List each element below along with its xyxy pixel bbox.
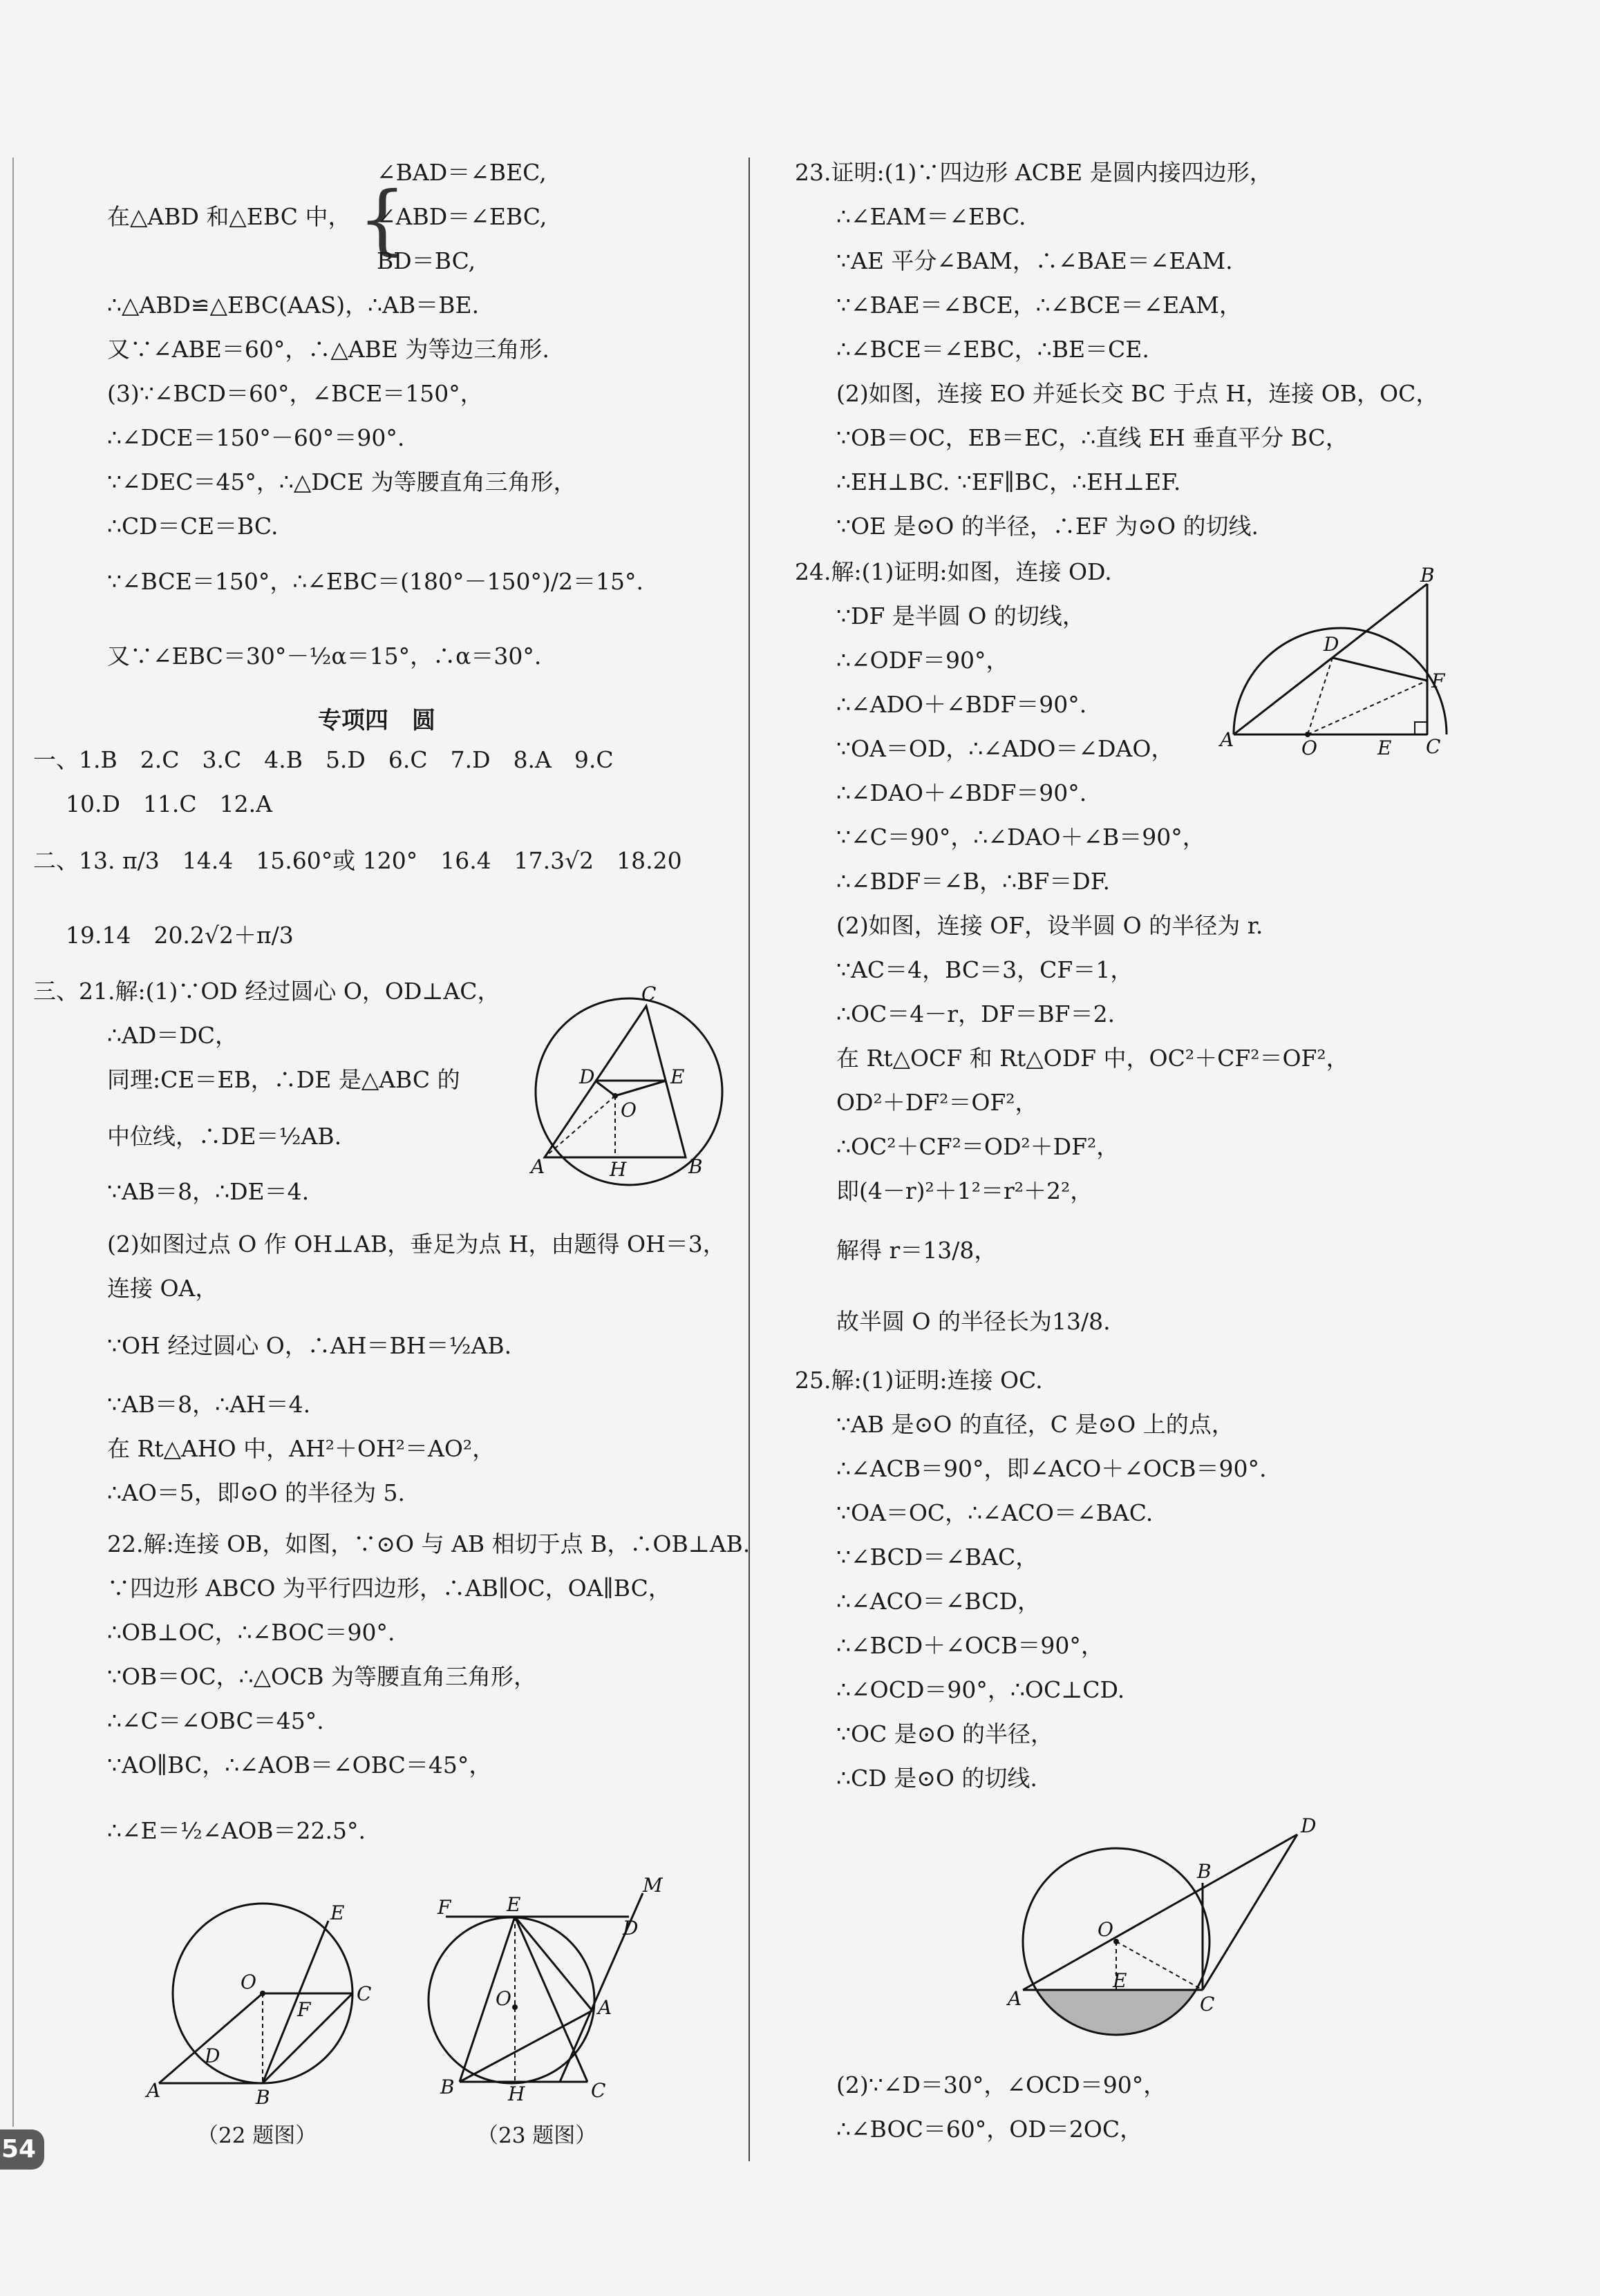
figure-q24: [1220, 564, 1448, 760]
text-line: ∵OH 经过圆心 O，∴AH＝BH＝½AB.: [107, 1332, 512, 1359]
svg-text:O: O: [1098, 1918, 1113, 1941]
svg-text:E: E: [1377, 737, 1392, 759]
svg-text:E: E: [1113, 1969, 1127, 1992]
text-line: ∴∠DCE＝150°－60°＝90°.: [107, 424, 405, 451]
text-line: ∴AO＝5，即⊙O 的半径为 5.: [107, 1479, 406, 1506]
text-line: 23.证明:(1)∵四边形 ACBE 是圆内接四边形，: [795, 159, 1272, 186]
svg-text:F: F: [437, 1896, 451, 1919]
text-line: ∴∠BOC＝60°，OD＝2OC，: [836, 2116, 1143, 2143]
text-line: 在 Rt△AHO 中，AH²＋OH²＝AO²，: [107, 1435, 496, 1462]
text-line: ∵AE 平分∠BAM，∴∠BAE＝∠EAM.: [836, 247, 1233, 274]
svg-text:C: C: [1426, 735, 1441, 758]
text-line: 即(4－r)²＋1²＝r²＋2²，: [836, 1177, 1093, 1204]
svg-text:F: F: [297, 1998, 311, 2021]
text-line: ∵OC 是⊙O 的半径，: [836, 1720, 1053, 1747]
text-line: 故半圆 O 的半径长为13/8.: [836, 1308, 1111, 1335]
text-line: 解得 r＝13/8，: [836, 1237, 997, 1264]
text-line: ∵OB＝OC，EB＝EC，∴直线 EH 垂直平分 BC，: [836, 424, 1348, 451]
svg-text:O: O: [621, 1099, 637, 1121]
svg-text:D: D: [1324, 633, 1339, 656]
text-line: ∴∠BDF＝∠B，∴BF＝DF.: [836, 868, 1110, 895]
text-line: ∠ABD＝∠EBC,: [377, 203, 547, 230]
text-line: ∴CD 是⊙O 的切线.: [836, 1765, 1037, 1792]
figure-q21: [525, 983, 753, 1195]
page-number: 54: [0, 2129, 44, 2170]
text-line: (2)如图过点 O 作 OH⊥AB，垂足为点 H，由题得 OH＝3，: [107, 1231, 726, 1258]
text-line: ∴OC＝4－r，DF＝BF＝2.: [836, 1000, 1116, 1027]
svg-text:E: E: [670, 1065, 685, 1088]
text-line: ∴∠BCE＝∠EBC，∴BE＝CE.: [836, 336, 1149, 363]
text-line: ∴∠BCD＋∠OCB＝90°，: [836, 1632, 1104, 1659]
text-line: ∴△ABD≌△EBC(AAS)，∴AB＝BE.: [107, 292, 480, 319]
text-line: ∴∠ADO＋∠BDF＝90°.: [836, 691, 1087, 718]
text-line: ∴OC²＋CF²＝OD²＋DF²，: [836, 1133, 1120, 1160]
text-line: OD²＋DF²＝OF²，: [836, 1089, 1038, 1116]
svg-text:C: C: [591, 2079, 606, 2102]
svg-text:F: F: [1431, 670, 1445, 692]
answer-line: 一、1.B 2.C 3.C 4.B 5.D 6.C 7.D 8.A 9.C: [33, 746, 614, 773]
svg-text:M: M: [643, 1874, 663, 1897]
text-line: (3)∵∠BCD＝60°，∠BCE＝150°，: [107, 380, 483, 407]
text-line: ∴∠ACO＝∠BCD，: [836, 1588, 1041, 1615]
text-line: ∴∠EAM＝∠EBC.: [836, 203, 1026, 230]
text-line: (2)∵∠D＝30°，∠OCD＝90°，: [836, 2071, 1167, 2098]
text-line: ∴∠ODF＝90°，: [836, 647, 1009, 674]
left-margin-line: [12, 158, 14, 2127]
text-line: ∴∠E＝½∠AOB＝22.5°.: [107, 1817, 366, 1844]
svg-text:C: C: [1200, 1993, 1215, 2015]
text-line: ∵∠C＝90°，∴∠DAO＋∠B＝90°，: [836, 824, 1205, 851]
text-line: ∵AB＝8，∴AH＝4.: [107, 1391, 311, 1418]
svg-text:O: O: [1301, 737, 1317, 759]
text-line: 又∵∠ABE＝60°，∴△ABE 为等边三角形.: [107, 336, 549, 363]
svg-text:A: A: [1008, 1987, 1022, 2010]
text-line: ∵∠BCD＝∠BAC，: [836, 1544, 1039, 1571]
text-line: ∴OB⊥OC，∴∠BOC＝90°.: [107, 1619, 395, 1646]
text-line: 三、21.解:(1)∵OD 经过圆心 O，OD⊥AC，: [33, 978, 500, 1005]
figure-q23: [432, 1874, 681, 2107]
text-line: (2)如图，连接 OF，设半圆 O 的半径为 r.: [836, 912, 1263, 939]
answer-line: 二、13. π/3 14.4 15.60°或 120° 16.4 17.3√2 18.20: [33, 847, 682, 874]
text-line: ∵四边形 ABCO 为平行四边形，∴AB∥OC，OA∥BC，: [107, 1575, 671, 1602]
svg-text:B: B: [1197, 1860, 1212, 1883]
text-line: 同理:CE＝EB，∴DE 是△ABC 的: [107, 1066, 460, 1093]
text-line: 中位线，∴DE＝½AB.: [107, 1123, 342, 1150]
text-line: ∵AO∥BC，∴∠AOB＝∠OBC＝45°，: [107, 1752, 492, 1778]
svg-text:E: E: [507, 1893, 521, 1916]
text-line: ∵OA＝OC，∴∠ACO＝∠BAC.: [836, 1499, 1154, 1526]
text-line: ∵AB＝8，∴DE＝4.: [107, 1178, 310, 1205]
text-line: 22.解:连接 OB，如图，∵⊙O 与 AB 相切于点 B，∴OB⊥AB.: [107, 1530, 751, 1557]
text-line: ∵AC＝4，BC＝3，CF＝1，: [836, 956, 1133, 983]
svg-text:A: A: [531, 1155, 545, 1178]
text-line: ∵OE 是⊙O 的半径，∴EF 为⊙O 的切线.: [836, 513, 1259, 540]
svg-text:C: C: [641, 983, 657, 1005]
section-title: 专项四 圆: [318, 707, 435, 734]
svg-text:D: D: [623, 1917, 639, 1939]
svg-text:O: O: [496, 1987, 511, 2010]
svg-text:D: D: [205, 2044, 220, 2067]
text-line: ∵DF 是半圆 O 的切线，: [836, 603, 1085, 629]
svg-text:O: O: [241, 1971, 256, 1993]
text-line: 又∵∠EBC＝30°－½α＝15°，∴α＝30°.: [107, 643, 542, 670]
text-line: ∵∠BAE＝∠BCE，∴∠BCE＝∠EAM，: [836, 292, 1242, 319]
text-line: ∴EH⊥BC. ∵EF∥BC，∴EH⊥EF.: [836, 468, 1181, 495]
text-line: ∵OB＝OC，∴△OCB 为等腰直角三角形，: [107, 1663, 537, 1690]
text-line: ∵OA＝OD，∴∠ADO＝∠DAO，: [836, 735, 1174, 762]
text-line: ∴∠OCD＝90°，∴OC⊥CD.: [836, 1676, 1125, 1703]
svg-text:A: A: [1220, 728, 1234, 751]
svg-text:E: E: [330, 1901, 345, 1924]
text-line: ∴AD＝DC，: [107, 1022, 238, 1049]
text-line: ∵∠BCE＝150°，∴∠EBC＝(180°－150°)/2＝15°.: [107, 568, 643, 595]
figure-q25: [995, 1814, 1317, 2052]
svg-text:B: B: [688, 1155, 703, 1178]
text-line: ∵∠DEC＝45°，∴△DCE 为等腰直角三角形，: [107, 468, 576, 495]
svg-text:D: D: [579, 1065, 595, 1088]
text-line: 25.解:(1)证明:连接 OC.: [795, 1367, 1043, 1394]
text-line: ∴∠ACB＝90°，即∠ACO＋∠OCB＝90°.: [836, 1455, 1267, 1482]
text-line: 连接 OA，: [107, 1275, 218, 1302]
text-line: BD＝BC,: [377, 247, 476, 274]
svg-text:B: B: [1420, 564, 1435, 587]
svg-text:H: H: [610, 1158, 627, 1181]
text-line: ∴CD＝CE＝BC.: [107, 513, 279, 540]
svg-text:B: B: [256, 2086, 270, 2109]
text-line: ∠BAD＝∠BEC,: [377, 159, 547, 186]
text-line: 24.解:(1)证明:如图，连接 OD.: [795, 558, 1112, 585]
figure-caption: （22 题图）: [197, 2123, 317, 2148]
answer-line: 19.14 20.2√2＋π/3: [66, 922, 294, 949]
svg-text:B: B: [440, 2076, 455, 2098]
text-line: (2)如图，连接 EO 并延长交 BC 于点 H，连接 OB，OC，: [836, 380, 1439, 407]
svg-text:C: C: [357, 1982, 372, 2005]
answer-line: 10.D 11.C 12.A: [66, 790, 272, 817]
brace: {: [358, 175, 406, 263]
text-line: ∵AB 是⊙O 的直径，C 是⊙O 上的点，: [836, 1411, 1234, 1438]
svg-text:H: H: [508, 2082, 525, 2105]
text-line: ∴∠C＝∠OBC＝45°.: [107, 1707, 324, 1734]
figure-caption: （23 题图）: [477, 2123, 597, 2148]
text-line: 在△ABD 和△EBC 中，: [107, 203, 351, 230]
svg-text:A: A: [147, 2079, 161, 2102]
text-line: 在 Rt△OCF 和 Rt△ODF 中，OC²＋CF²＝OF²，: [836, 1045, 1349, 1072]
svg-text:D: D: [1301, 1814, 1317, 1837]
figure-q22: [147, 1900, 387, 2109]
text-line: ∴∠DAO＋∠BDF＝90°.: [836, 779, 1087, 806]
svg-text:A: A: [598, 1996, 612, 2019]
